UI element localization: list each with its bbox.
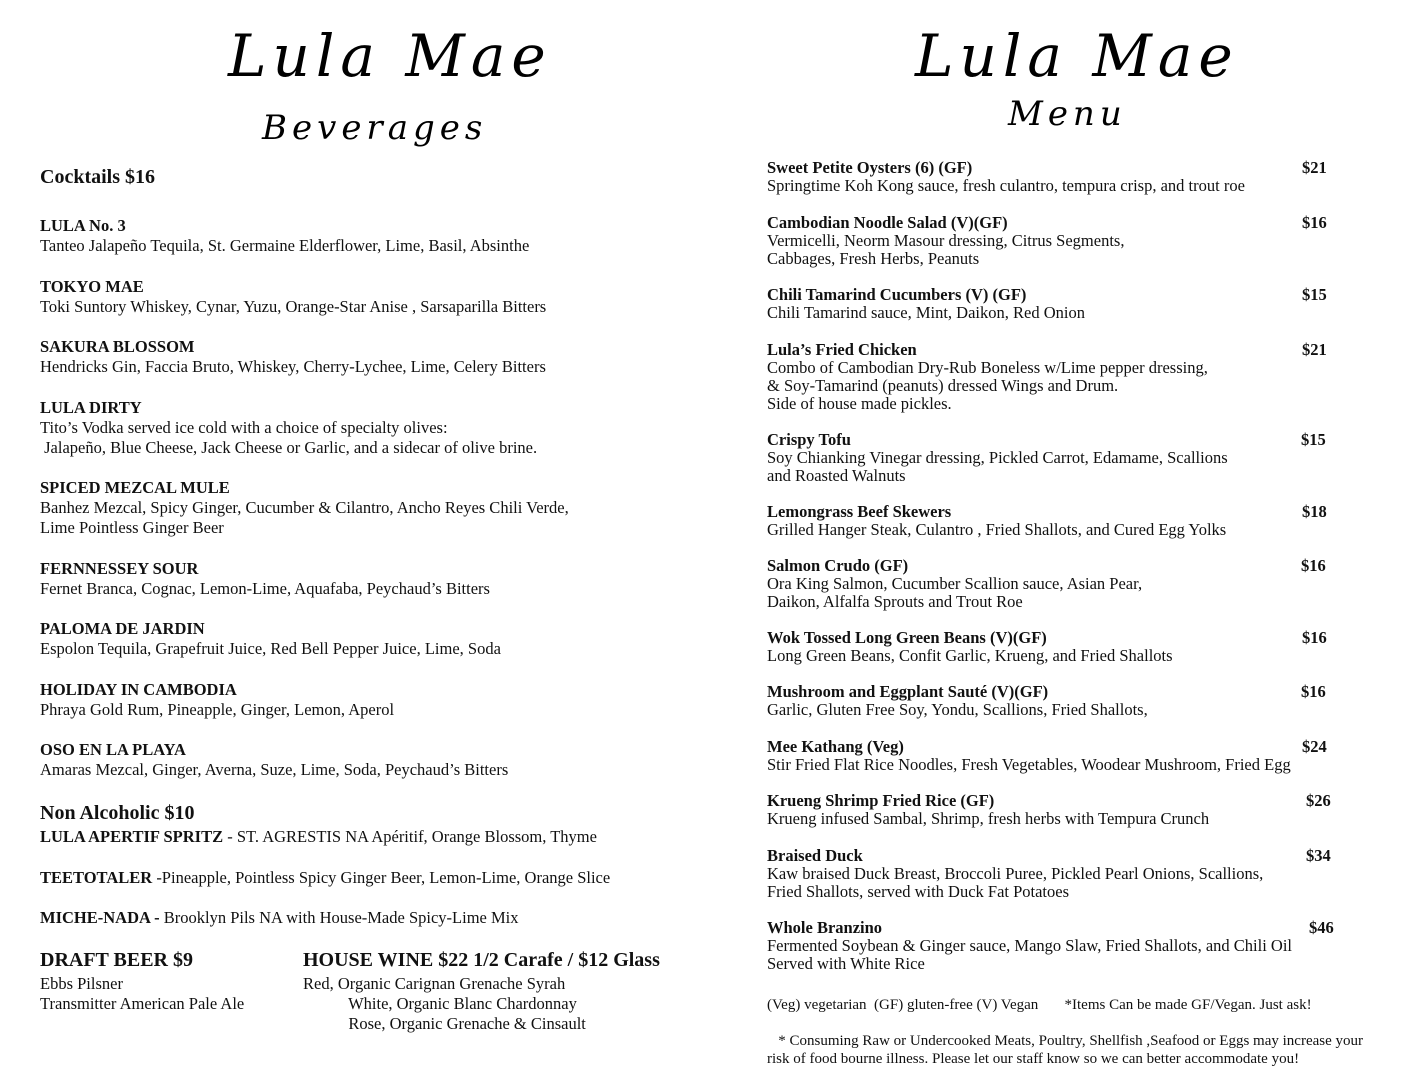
cocktail-name: LULA DIRTY xyxy=(40,398,142,417)
menu-item-name: Braised Duck xyxy=(767,846,863,865)
menu-item-desc: Vermicelli, Neorm Masour dressing, Citrus Segments, Cabbages, Fresh Herbs, Peanuts xyxy=(767,231,1125,268)
cocktail-item xyxy=(40,478,740,538)
cocktail-item xyxy=(40,216,740,256)
draft-beer-heading: DRAFT BEER $9 xyxy=(40,949,193,971)
menu-item-price: $46 xyxy=(1309,918,1334,937)
menu-item xyxy=(767,792,1407,828)
menu-item-name: Sweet Petite Oysters (6) (GF) xyxy=(767,158,973,177)
cocktail-desc: Phraya Gold Rum, Pineapple, Ginger, Lemon, Aperol xyxy=(40,700,395,719)
menu-item-desc: Long Green Beans, Confit Garlic, Krueng, and Fried Shallots xyxy=(767,646,1173,665)
menu-item-desc: Kaw braised Duck Breast, Broccoli Puree, Pickled Pearl Onions, Scallions, Fried Shallots, served with Duck Fat Potatoes xyxy=(767,864,1264,901)
menu-item-desc: Stir Fried Flat Rice Noodles, Fresh Vegetables, Woodear Mushroom, Fried Egg xyxy=(767,755,1291,774)
menu-item-price: $34 xyxy=(1306,846,1331,865)
na-drink xyxy=(40,868,740,888)
cocktail-desc: Fernet Branca, Cognac, Lemon-Lime, Aquafaba, Peychaud’s Bitters xyxy=(40,579,490,598)
menu-item-desc: Combo of Cambodian Dry-Rub Boneless w/Lime pepper dressing, & Soy-Tamarind (peanuts) dressed Wings and Drum. Side of house made pickles. xyxy=(767,358,1208,413)
menu-item xyxy=(767,683,1407,719)
menu-item-price: $18 xyxy=(1302,502,1327,521)
menu-item xyxy=(767,847,1407,901)
menu-item-name: Wok Tossed Long Green Beans (V)(GF) xyxy=(767,628,1047,647)
menu-item xyxy=(767,159,1407,195)
cocktail-name: FERNNESSEY SOUR xyxy=(40,559,199,578)
menu-item-desc: Ora King Salmon, Cucumber Scallion sauce, Asian Pear, Daikon, Alfalfa Sprouts and Trout Roe xyxy=(767,574,1143,611)
menu-item xyxy=(767,503,1407,539)
cocktail-desc: Amaras Mezcal, Ginger, Averna, Suze, Lime, Soda, Peychaud’s Bitters xyxy=(40,760,509,779)
beverages-column xyxy=(40,163,740,928)
menu-item xyxy=(767,341,1407,413)
menu-item-name: Lemongrass Beef Skewers xyxy=(767,502,952,521)
logo-right: Lula Mae xyxy=(915,22,1239,90)
cocktail-name: SAKURA BLOSSOM xyxy=(40,337,195,356)
house-wine-list: Red, Organic Carignan Grenache Syrah White, Organic Blanc Chardonnay Rose, Organic Grenache & Cinsault xyxy=(303,974,586,1033)
cocktail-name: LULA No. 3 xyxy=(40,216,126,235)
menu-item-price: $16 xyxy=(1301,556,1326,575)
menu-item-desc: Soy Chianking Vinegar dressing, Pickled Carrot, Edamame, Scallions and Roasted Walnuts xyxy=(767,448,1228,485)
menu-item-price: $26 xyxy=(1306,791,1331,810)
house-wine-heading: HOUSE WINE $22 1/2 Carafe / $12 Glass xyxy=(303,949,660,971)
na-drink-desc: - ST. AGRESTIS NA Apéritif, Orange Blossom, Thyme xyxy=(223,827,597,846)
na-drink-name: LULA APERTIF SPRITZ xyxy=(40,827,224,846)
house-wine-block xyxy=(303,946,660,1034)
menu-item-price: $16 xyxy=(1302,628,1327,647)
menu-title: Menu xyxy=(1008,94,1127,134)
menu-item-price: $24 xyxy=(1302,737,1327,756)
menu-item xyxy=(767,431,1407,485)
menu-item xyxy=(767,286,1407,322)
draft-beer-list: Ebbs Pilsner Transmitter American Pale Ale xyxy=(40,974,245,1013)
menu-item-name: Mee Kathang (Veg) xyxy=(767,737,904,756)
menu-item xyxy=(767,738,1407,774)
menu-item-desc: Chili Tamarind sauce, Mint, Daikon, Red Onion xyxy=(767,303,1085,322)
na-drink-name: MICHE-NADA - xyxy=(40,908,160,927)
logo-left: Lula Mae xyxy=(228,22,552,90)
cocktail-desc: Banhez Mezcal, Spicy Ginger, Cucumber & Cilantro, Ancho Reyes Chili Verde, Lime Pointless Ginger Beer xyxy=(40,498,569,537)
menu-item-desc: Grilled Hanger Steak, Culantro , Fried Shallots, and Cured Egg Yolks xyxy=(767,520,1227,539)
non-alcoholic-heading: Non Alcoholic $10 xyxy=(40,802,195,824)
cocktail-desc: Toki Suntory Whiskey, Cynar, Yuzu, Orange-Star Anise , Sarsaparilla Bitters xyxy=(40,297,547,316)
na-drink-name: TEETOTALER xyxy=(40,868,153,887)
dietary-legend: (Veg) vegetarian (GF) gluten-free (V) Vegan *Items Can be made GF/Vegan. Just ask! xyxy=(767,997,1312,1013)
menu-item xyxy=(767,557,1407,611)
menu-item-name: Crispy Tofu xyxy=(767,430,851,449)
cocktail-item xyxy=(40,680,740,720)
na-drink xyxy=(40,827,740,847)
menu-item-price: $21 xyxy=(1302,340,1327,359)
menu-item-price: $15 xyxy=(1302,285,1327,304)
menu-item-desc: Fermented Soybean & Ginger sauce, Mango Slaw, Fried Shallots, and Chili Oil Served with White Rice xyxy=(767,936,1293,973)
menu-item-desc: Krueng infused Sambal, Shrimp, fresh herbs with Tempura Crunch xyxy=(767,809,1210,828)
draft-beer-block xyxy=(40,946,244,1014)
na-drink xyxy=(40,908,740,928)
menu-item-name: Salmon Crudo (GF) xyxy=(767,556,909,575)
menu-item-name: Krueng Shrimp Fried Rice (GF) xyxy=(767,791,995,810)
cocktail-desc: Espolon Tequila, Grapefruit Juice, Red Bell Pepper Juice, Lime, Soda xyxy=(40,639,501,658)
menu-item-price: $16 xyxy=(1301,682,1326,701)
cocktail-desc: Tanteo Jalapeño Tequila, St. Germaine Elderflower, Lime, Basil, Absinthe xyxy=(40,236,530,255)
menu-item-price: $16 xyxy=(1302,213,1327,232)
cocktail-desc: Hendricks Gin, Faccia Bruto, Whiskey, Cherry-Lychee, Lime, Celery Bitters xyxy=(40,357,546,376)
cocktail-name: PALOMA DE JARDIN xyxy=(40,619,205,638)
cocktail-name: HOLIDAY IN CAMBODIA xyxy=(40,680,237,699)
cocktail-name: TOKYO MAE xyxy=(40,277,144,296)
cocktail-item xyxy=(40,559,740,599)
menu-item xyxy=(767,919,1407,973)
cocktail-item xyxy=(40,619,740,659)
beverages-title: Beverages xyxy=(262,108,488,148)
cocktail-item xyxy=(40,277,740,317)
menu-item-price: $15 xyxy=(1301,430,1326,449)
menu-item-desc: Springtime Koh Kong sauce, fresh culantro, tempura crisp, and trout roe xyxy=(767,176,1245,195)
menu-item-name: Mushroom and Eggplant Sauté (V)(GF) xyxy=(767,682,1049,701)
menu-item xyxy=(767,629,1407,665)
food-menu-column xyxy=(767,159,1407,973)
menu-item-price: $21 xyxy=(1302,158,1327,177)
health-advisory: * Consuming Raw or Undercooked Meats, Poultry, Shellfish ,Seafood or Eggs may increase your risk of food bourne illness. Please let our staff know so we can better accommodate you! xyxy=(767,1033,1364,1067)
cocktail-item xyxy=(40,337,740,377)
na-drink-desc: Brooklyn Pils NA with House-Made Spicy-Lime Mix xyxy=(159,908,519,927)
menu-item-name: Chili Tamarind Cucumbers (V) (GF) xyxy=(767,285,1027,304)
menu-item-name: Cambodian Noodle Salad (V)(GF) xyxy=(767,213,1008,232)
menu-item-desc: Garlic, Gluten Free Soy, Yondu, Scallions, Fried Shallots, xyxy=(767,700,1148,719)
na-drink-desc: -Pineapple, Pointless Spicy Ginger Beer, Lemon-Lime, Orange Slice xyxy=(152,868,611,887)
cocktails-heading: Cocktails $16 xyxy=(40,166,155,188)
cocktail-name: OSO EN LA PLAYA xyxy=(40,740,186,759)
menu-item xyxy=(767,214,1407,268)
cocktail-name: SPICED MEZCAL MULE xyxy=(40,478,230,497)
cocktail-item xyxy=(40,398,740,458)
menu-item-name: Lula’s Fried Chicken xyxy=(767,340,917,359)
menu-item-name: Whole Branzino xyxy=(767,918,883,937)
cocktail-item xyxy=(40,740,740,780)
cocktail-desc: Tito’s Vodka served ice cold with a choice of specialty olives: Jalapeño, Blue Cheese, Jack Cheese or Garlic, and a sidecar of olive brine. xyxy=(40,418,538,457)
